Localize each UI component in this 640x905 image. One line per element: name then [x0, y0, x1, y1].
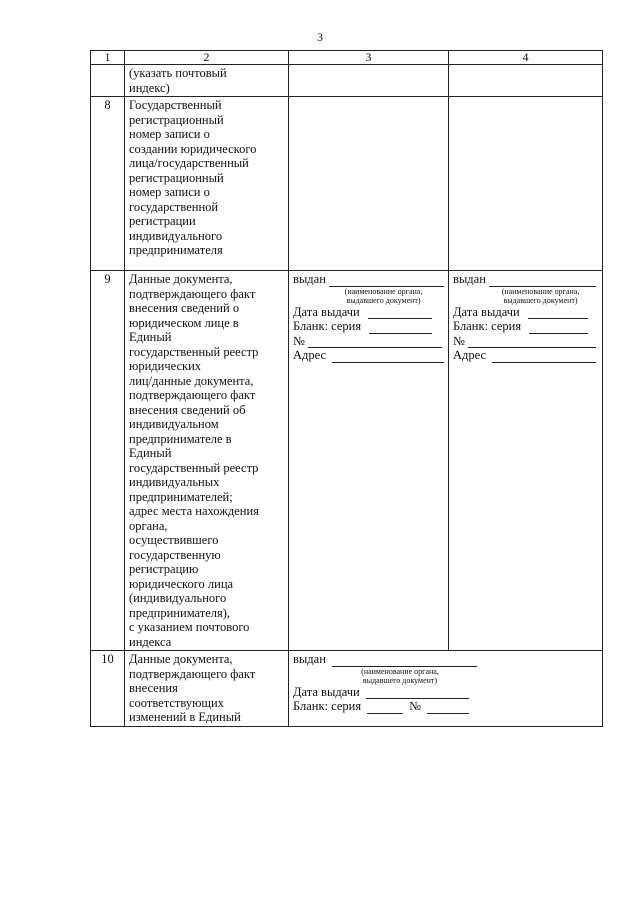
- issued-by-field[interactable]: [329, 275, 444, 287]
- number-field[interactable]: [308, 336, 442, 348]
- issue-date-field[interactable]: [528, 307, 588, 319]
- issued-by-line: [453, 272, 598, 287]
- number-sign: №: [453, 333, 465, 348]
- number-sign: №: [409, 699, 422, 713]
- issue-date-field[interactable]: [368, 307, 432, 319]
- document-fields-col-3-4: [289, 651, 603, 727]
- form-series-label: Бланк: серия: [453, 319, 522, 333]
- row-number: 10: [91, 651, 125, 727]
- number-sign: №: [293, 333, 305, 348]
- issue-date-line: [453, 305, 598, 320]
- table-row-9: [91, 271, 603, 651]
- document-form-table: [90, 50, 603, 727]
- issuer-hint: (наименование органа, выдавшего документ): [501, 286, 580, 305]
- issue-date-label: Дата выдачи: [293, 684, 360, 699]
- number-field[interactable]: [468, 336, 596, 348]
- issuer-hint: (наименование органа, выдавшего документ): [361, 666, 439, 685]
- number-line: [293, 334, 444, 349]
- table-row-continuation: [91, 65, 603, 97]
- issued-by-field[interactable]: [332, 655, 477, 667]
- form-series-line: [293, 319, 444, 334]
- form-series-line: [453, 319, 598, 334]
- address-label: Адрес: [293, 348, 327, 362]
- row-number: 9: [91, 271, 125, 651]
- issued-by-line: [293, 652, 477, 667]
- header-col-1: 1: [91, 51, 125, 65]
- document-fields-col-3: [289, 271, 449, 651]
- issued-label: выдан: [293, 652, 326, 666]
- issued-by-field[interactable]: [489, 275, 596, 287]
- issued-label: выдан: [453, 272, 486, 286]
- issued-by-line: [293, 272, 444, 287]
- issue-date-label: Дата выдачи: [453, 304, 520, 319]
- number-field[interactable]: [427, 702, 469, 714]
- number-line: [453, 334, 598, 349]
- document-fields-col-4: [449, 271, 603, 651]
- row-number-empty: [91, 65, 125, 97]
- form-series-field[interactable]: [369, 322, 432, 334]
- issued-label: выдан: [293, 272, 326, 286]
- header-col-2: 2: [125, 51, 289, 65]
- form-series-field[interactable]: [529, 322, 588, 334]
- issue-date-line: [293, 685, 477, 700]
- document-fields-block: [293, 652, 477, 714]
- row-number: 8: [91, 97, 125, 271]
- row-description: Данные документа, подтверждающего факт внесения сведений о юридическом лице в Единый государственный реестр юридических лиц/данные документа, подтверждающего факт внесения сведений об индивидуальном предпринимателе в Единый государственный реестр индивидуальных предпринимателей; адрес места нахождения органа, осуществившего государственную регистрацию юридического лица (индивидуального предпринимателя), с указанием почтового индекса: [125, 271, 289, 651]
- form-series-label: Бланк: серия: [293, 699, 362, 713]
- row-description: (указать почтовый индекс): [125, 65, 289, 97]
- cell-col-3[interactable]: [289, 65, 449, 97]
- header-col-4: 4: [449, 51, 603, 65]
- address-field[interactable]: [332, 351, 444, 363]
- row-description: Данные документа, подтверждающего факт внесения соответствующих изменений в Единый: [125, 651, 289, 727]
- issuer-hint: (наименование органа, выдавшего документ): [344, 286, 423, 305]
- table-row-8: [91, 97, 603, 271]
- address-field[interactable]: [492, 351, 596, 363]
- form-series-label: Бланк: серия: [293, 319, 362, 333]
- form-series-line: [293, 699, 477, 714]
- cell-col-3[interactable]: [289, 97, 449, 271]
- address-line: [453, 348, 598, 363]
- issue-date-label: Дата выдачи: [293, 304, 360, 319]
- issue-date-line: [293, 305, 444, 320]
- form-series-field[interactable]: [367, 702, 403, 714]
- cell-col-4[interactable]: [449, 97, 603, 271]
- row-description: Государственный регистрационный номер записи о создании юридического лица/государственный регистрационный номер записи о государственной регистрации индивидуального предпринимателя: [125, 97, 289, 271]
- page-number: 3: [317, 30, 323, 44]
- address-label: Адрес: [453, 348, 487, 362]
- table-row-10: [91, 651, 603, 727]
- header-row: [91, 51, 603, 65]
- issue-date-field[interactable]: [366, 687, 469, 699]
- address-line: [293, 348, 444, 363]
- cell-col-4[interactable]: [449, 65, 603, 97]
- header-col-3: 3: [289, 51, 449, 65]
